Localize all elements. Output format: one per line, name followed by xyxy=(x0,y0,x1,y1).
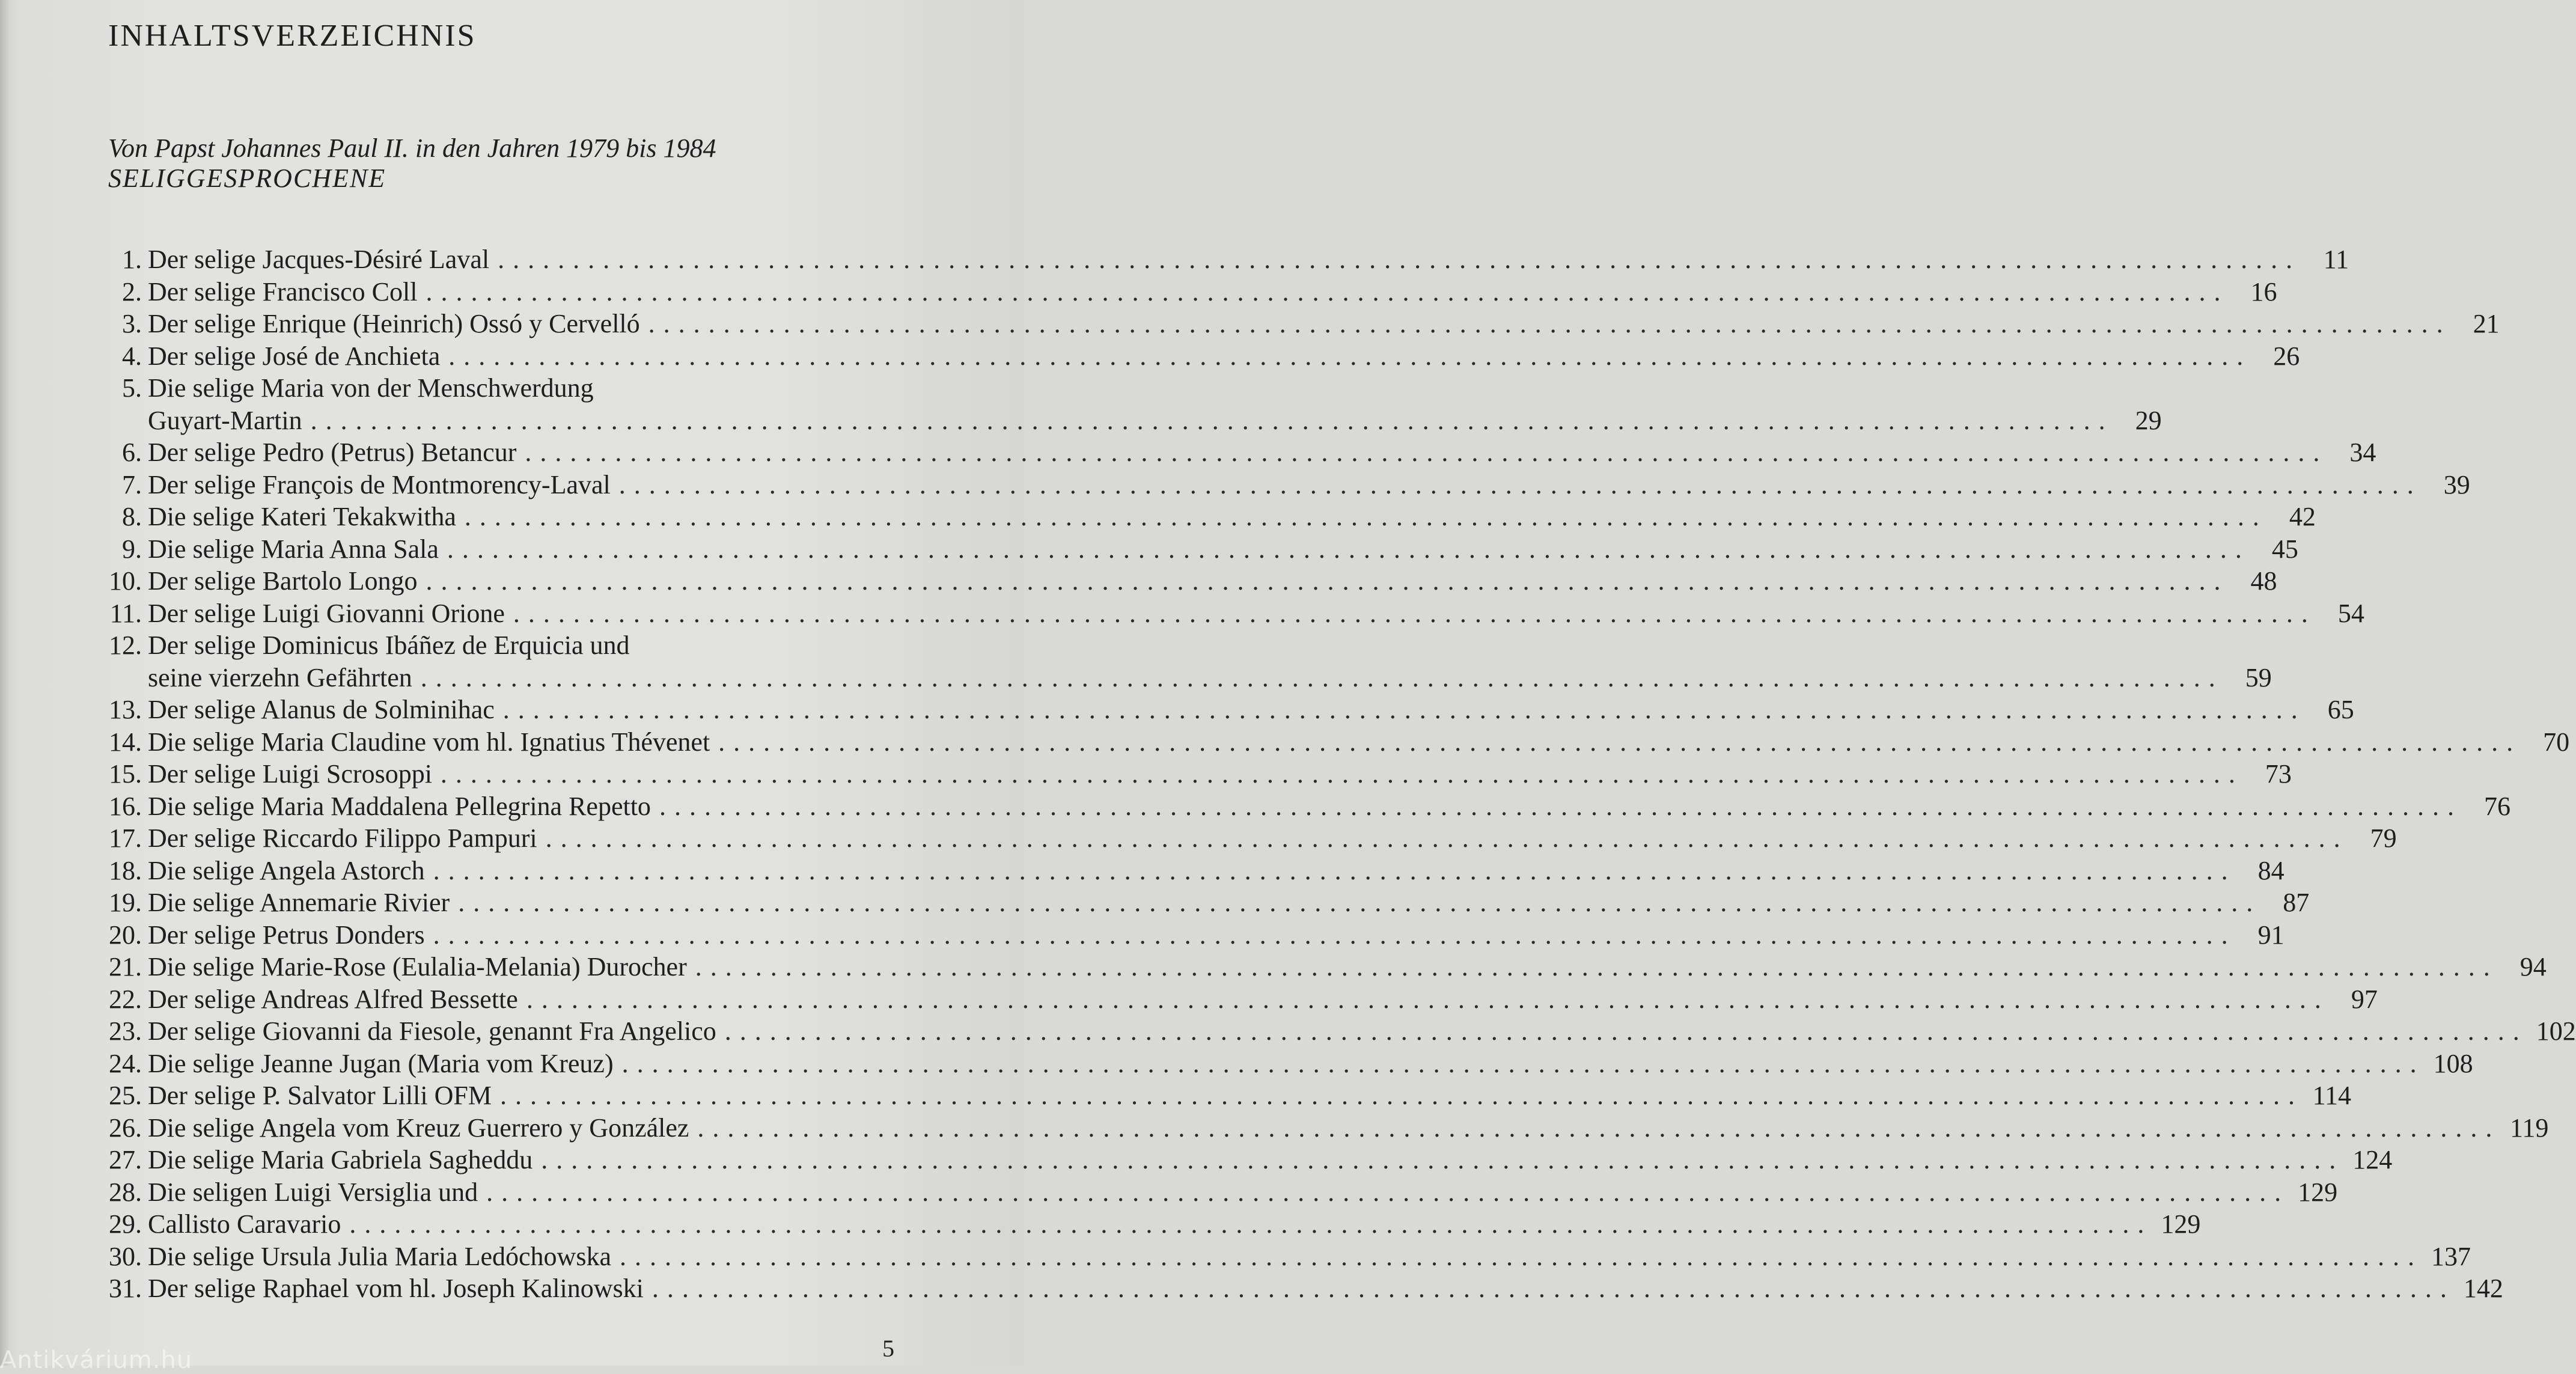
toc-dot-leader: ........................................................................................................................ xyxy=(502,695,2306,724)
toc-entry-number: 25. xyxy=(109,1081,142,1110)
toc-entry-title: Die selige Marie-Rose (Eulalia-Melania) Durocher xyxy=(148,952,687,982)
toc-entry xyxy=(90,790,2510,823)
toc-entry-number: 6. xyxy=(122,438,142,467)
toc-entry-number: 18. xyxy=(109,855,142,885)
toc-entry xyxy=(90,726,2570,759)
toc-entry-number: 16. xyxy=(109,791,142,821)
toc-dot-leader: ........................................................................................................................ xyxy=(695,952,2498,982)
toc-entry xyxy=(90,1079,2351,1112)
toc-dot-leader: ........................................................................................................................ xyxy=(724,1016,2528,1046)
toc-dot-leader: ........................................................................................................................ xyxy=(458,888,2262,917)
toc-entry xyxy=(90,308,2500,340)
toc-dot-leader: ........................................................................................................................ xyxy=(310,405,2114,435)
toc-entry-number: 17. xyxy=(109,823,142,853)
toc-entry-number: 26. xyxy=(109,1113,142,1143)
toc-entry xyxy=(90,533,2298,566)
toc-entry-number: 12. xyxy=(109,631,142,660)
toc-entry-title: Guyart-Martin xyxy=(148,405,302,435)
toc-entry-title: Der selige Riccardo Filippo Pampuri xyxy=(148,823,537,853)
toc-entry-page: 87 xyxy=(2283,888,2310,917)
page-number: 5 xyxy=(882,1335,894,1362)
toc-entry xyxy=(90,405,2162,437)
toc-entry xyxy=(90,436,2376,469)
section-subtitle xyxy=(108,133,716,194)
toc-entry-title: Der selige Dominicus Ibáñez de Erquicia und xyxy=(148,631,630,660)
toc-entry xyxy=(90,855,2285,887)
toc-entry-page: 108 xyxy=(2433,1048,2473,1078)
toc-entry-number: 1. xyxy=(122,245,142,274)
toc-entry-page: 65 xyxy=(2327,695,2354,724)
toc-entry-number: 14. xyxy=(109,727,142,757)
toc-entry-page: 91 xyxy=(2257,920,2285,950)
toc-entry-page: 102 xyxy=(2536,1016,2576,1046)
toc-entry-number: 10. xyxy=(109,566,142,596)
toc-dot-leader: ........................................................................................................................ xyxy=(349,1209,2153,1239)
toc-entry-page: 119 xyxy=(2510,1113,2549,1143)
toc-entry-title: Der selige François de Montmorency-Laval xyxy=(148,469,611,499)
toc-entry-title: Der selige Alanus de Solminihac xyxy=(148,695,495,724)
toc-entry-page: 94 xyxy=(2520,952,2547,982)
toc-entry xyxy=(90,372,902,405)
toc-entry-page: 129 xyxy=(2161,1209,2201,1239)
subtitle-line-1: Von Papst Johannes Paul II. in den Jahren 1979 bis 1984 xyxy=(108,133,716,163)
toc-entry xyxy=(90,983,2378,1016)
page-title: INHALTSVERZEICHNIS xyxy=(108,19,477,53)
toc-entry-title: Der selige Petrus Donders xyxy=(148,920,425,950)
toc-entry xyxy=(90,1176,2338,1209)
toc-entry-number: 30. xyxy=(109,1241,142,1271)
toc-dot-leader: ........................................................................................................................ xyxy=(440,759,2244,789)
toc-entry-title: Der selige Luigi Scrosoppi xyxy=(148,759,432,789)
toc-entry-page: 42 xyxy=(2289,502,2316,531)
toc-entry-title: Der selige Raphael vom hl. Joseph Kalinowski xyxy=(148,1274,644,1303)
toc-entry-page: 79 xyxy=(2370,823,2397,853)
toc-dot-leader: ........................................................................................................................ xyxy=(499,1081,2303,1110)
toc-dot-leader: ........................................................................................................................ xyxy=(433,855,2236,885)
toc-entry-title: Die selige Jeanne Jugan (Maria vom Kreuz) xyxy=(148,1048,614,1078)
toc-entry-title: Der selige Andreas Alfred Bessette xyxy=(148,984,518,1014)
toc-dot-leader: ........................................................................................................................ xyxy=(486,1177,2290,1207)
toc-dot-leader: ........................................................................................................................ xyxy=(618,469,2422,499)
toc-entry xyxy=(90,1272,2503,1305)
toc-entry-title: Der selige Francisco Coll xyxy=(148,276,418,307)
toc-entry-title: Der selige Enrique (Heinrich) Ossó y Cervelló xyxy=(148,309,640,338)
toc-entry-title: Callisto Caravario xyxy=(148,1209,341,1239)
toc-dot-leader: ........................................................................................................................ xyxy=(513,598,2316,628)
toc-entry-number: 27. xyxy=(109,1145,142,1174)
toc-entry xyxy=(90,340,2300,373)
toc-entry xyxy=(90,469,2470,501)
toc-dot-leader: ........................................................................................................................ xyxy=(621,1048,2425,1078)
toc-dot-leader: ........................................................................................................................ xyxy=(426,276,2229,307)
toc-dot-leader: ........................................................................................................................ xyxy=(620,1241,2423,1271)
toc-dot-leader: ........................................................................................................................ xyxy=(697,1113,2501,1143)
toc-entry xyxy=(90,887,2310,919)
toc-entry-page: 11 xyxy=(2323,245,2349,274)
toc-entry xyxy=(90,1144,2393,1176)
subtitle-line-2: SELIGGESPROCHENE xyxy=(108,163,386,193)
toc-dot-leader: ........................................................................................................................ xyxy=(526,984,2330,1014)
watermark: Antikvárium.hu xyxy=(0,1346,193,1374)
toc-entry xyxy=(90,1208,2201,1241)
toc-entry-title: Die selige Maria Maddalena Pellegrina Repetto xyxy=(148,791,651,821)
toc-entry-title: Der selige Bartolo Longo xyxy=(148,566,418,596)
toc-entry-number: 31. xyxy=(109,1274,142,1303)
toc-entry-page: 59 xyxy=(2245,662,2272,692)
toc-dot-leader: ........................................................................................................................ xyxy=(545,823,2349,853)
toc-entry-page: 124 xyxy=(2352,1145,2393,1174)
toc-entry-page: 73 xyxy=(2265,759,2292,789)
toc-entry-title: Die selige Kateri Tekakwitha xyxy=(148,502,456,531)
toc-entry-number: 11. xyxy=(109,598,142,628)
toc-entry-number: 9. xyxy=(122,534,142,564)
toc-dot-leader: ........................................................................................................................ xyxy=(652,1274,2455,1303)
toc-dot-leader: ........................................................................................................................ xyxy=(420,662,2224,692)
toc-entry-number: 5. xyxy=(122,373,142,403)
toc-entry-page: 142 xyxy=(2463,1274,2503,1303)
toc-entry xyxy=(90,694,2354,726)
toc-entry-page: 97 xyxy=(2351,984,2378,1014)
toc-entry xyxy=(90,1241,2471,1273)
book-gutter xyxy=(0,0,8,1366)
toc-entry-page: 114 xyxy=(2312,1081,2351,1110)
toc-dot-leader: ........................................................................................................................ xyxy=(498,245,2301,274)
toc-entry-number: 13. xyxy=(109,695,142,724)
toc-entry-title: Die selige Ursula Julia Maria Ledóchowska xyxy=(148,1241,611,1271)
toc-entry-number: 29. xyxy=(109,1209,142,1239)
toc-entry xyxy=(90,662,2272,694)
toc-entry-page: 137 xyxy=(2431,1241,2471,1271)
toc-entry-title: Der selige Jacques-Désiré Laval xyxy=(148,245,490,274)
toc-dot-leader: ........................................................................................................................ xyxy=(433,920,2236,950)
toc-entry-page: 26 xyxy=(2273,341,2300,371)
toc-entry xyxy=(90,822,2397,855)
toc-entry-number: 4. xyxy=(122,341,142,371)
toc-entry-title: Der selige P. Salvator Lilli OFM xyxy=(148,1081,492,1110)
toc-entry xyxy=(90,565,2277,597)
toc-dot-leader: ........................................................................................................................ xyxy=(648,309,2452,338)
toc-entry-page: 29 xyxy=(2135,405,2162,435)
toc-entry-page: 39 xyxy=(2443,469,2470,499)
toc-entry-page: 16 xyxy=(2250,276,2277,307)
toc-entry xyxy=(90,1112,2549,1144)
toc-entry xyxy=(90,758,2292,790)
toc-dot-leader: ........................................................................................................................ xyxy=(448,341,2252,371)
toc-entry-title: Die seligen Luigi Versiglia und xyxy=(148,1177,478,1207)
toc-entry-page: 76 xyxy=(2483,791,2510,821)
toc-entry-title: Die selige Annemarie Rivier xyxy=(148,888,450,917)
toc-entry-number: 19. xyxy=(109,888,142,917)
toc-dot-leader: ........................................................................................................................ xyxy=(447,534,2250,564)
toc-entry-number: 2. xyxy=(122,276,142,307)
toc-entry-number: 20. xyxy=(109,920,142,950)
toc-entry xyxy=(90,501,2316,533)
toc-entry-number: 24. xyxy=(109,1048,142,1078)
toc-entry-number: 8. xyxy=(122,502,142,531)
toc-entry xyxy=(90,1048,2473,1080)
toc-entry-page: 34 xyxy=(2349,438,2376,467)
toc-entry-page: 84 xyxy=(2257,855,2285,885)
toc-entry-page: 48 xyxy=(2250,566,2277,596)
toc-entry-page: 45 xyxy=(2271,534,2298,564)
toc-entry-number: 7. xyxy=(122,469,142,499)
toc-entry-title: Der selige Pedro (Petrus) Betancur xyxy=(148,438,517,467)
toc-entry xyxy=(90,629,902,662)
toc-entry-page: 129 xyxy=(2298,1177,2338,1207)
toc-entry-number: 28. xyxy=(109,1177,142,1207)
toc-entry-title: seine vierzehn Gefährten xyxy=(148,662,412,692)
toc-dot-leader: ........................................................................................................................ xyxy=(718,727,2522,757)
toc-entry-page: 54 xyxy=(2337,598,2364,628)
toc-dot-leader: ........................................................................................................................ xyxy=(525,438,2328,467)
toc-entry-page: 21 xyxy=(2473,309,2500,338)
toc-entry xyxy=(90,951,2547,983)
table-of-contents xyxy=(90,243,2576,1305)
toc-entry-title: Die selige Angela Astorch xyxy=(148,855,425,885)
toc-entry xyxy=(90,1015,2576,1048)
toc-entry-title: Die selige Maria Claudine vom hl. Ignatius Thévenet xyxy=(148,727,710,757)
toc-dot-leader: ........................................................................................................................ xyxy=(426,566,2229,596)
toc-entry-number: 3. xyxy=(122,309,142,338)
toc-entry xyxy=(90,276,2277,308)
toc-entry-title: Die selige Maria von der Menschwerdung xyxy=(148,373,594,403)
toc-entry-number: 22. xyxy=(109,984,142,1014)
toc-entry xyxy=(90,919,2285,951)
toc-entry-title: Der selige Giovanni da Fiesole, genannt Fra Angelico xyxy=(148,1016,716,1046)
toc-entry-page: 70 xyxy=(2543,727,2570,757)
toc-entry-title: Die selige Angela vom Kreuz Guerrero y González xyxy=(148,1113,689,1143)
toc-entry-title: Die selige Maria Anna Sala xyxy=(148,534,439,564)
toc-dot-leader: ........................................................................................................................ xyxy=(659,791,2462,821)
toc-entry-title: Die selige Maria Gabriela Sagheddu xyxy=(148,1145,533,1174)
toc-entry-title: Der selige Luigi Giovanni Orione xyxy=(148,598,505,628)
toc-entry-number: 21. xyxy=(109,952,142,982)
toc-dot-leader: ........................................................................................................................ xyxy=(464,502,2268,531)
toc-entry-title: Der selige José de Anchieta xyxy=(148,341,441,371)
toc-dot-leader: ........................................................................................................................ xyxy=(541,1145,2345,1174)
toc-entry-number: 23. xyxy=(109,1016,142,1046)
toc-entry xyxy=(90,597,2364,630)
toc-entry-number: 15. xyxy=(109,759,142,789)
toc-entry xyxy=(90,243,2349,276)
